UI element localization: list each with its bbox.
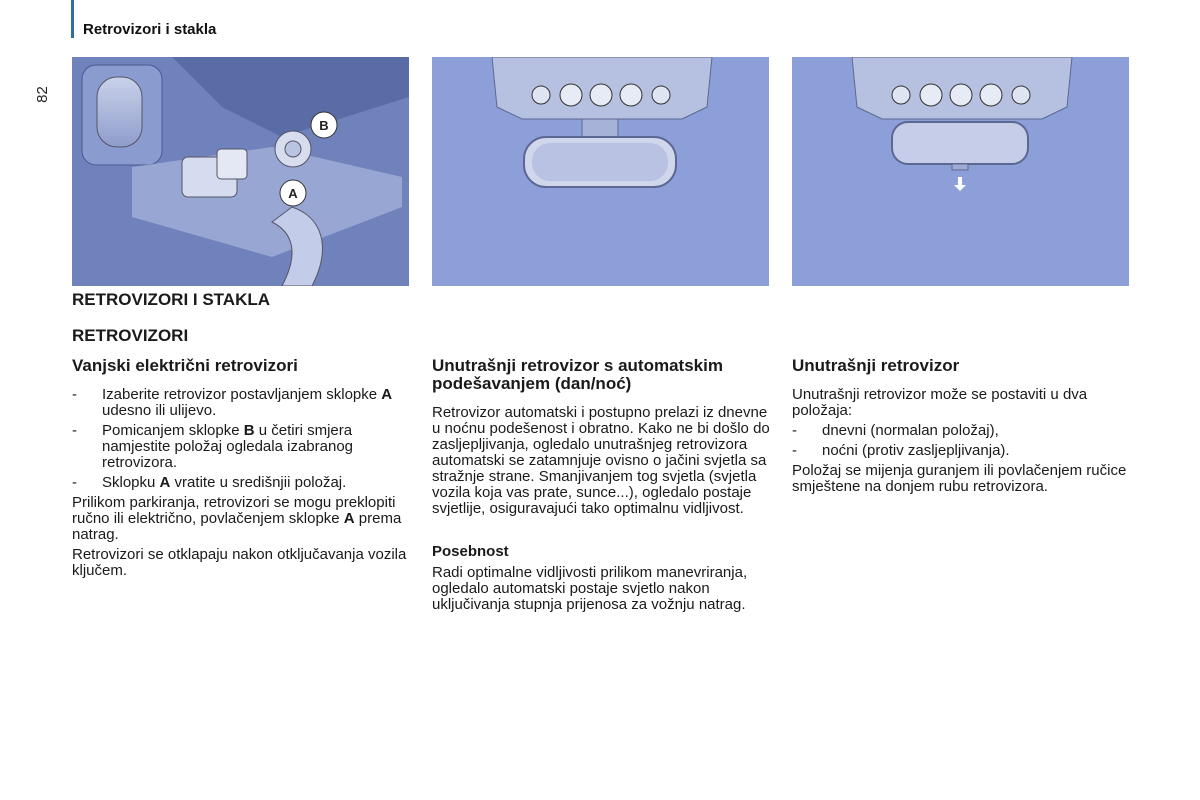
manual-mirror-section [792,357,1130,499]
exterior-mirrors-title: Vanjski električni retrovizori [72,356,298,375]
auto-mirror-paragraph: Retrovizor automatski i postupno prelazi iz dnevne u noćnu podešenost i obratno. Kako ne bi došlo do zasljepljivanja, ogledalo unutrašnjeg retrovizora automatski se zatamnjuje ovisno o jačini svjetla sa stražnje strane. Smanjivanjem tog svjetla (svjetla vozila koja vas prate, sunce...), ogledalo postaje svjetlije, osiguravajući tako optimalnu vidljivost. [432,404,770,517]
parking-fold-paragraph: Prilikom parkiranja, retrovizori se mogu preklopiti ručno ili električno, povlačenjem sklopke A prema natrag. [72,494,402,543]
main-heading: RETROVIZORI I STAKLA [72,290,271,309]
list-item: - dnevni (normalan položaj), [792,423,1130,439]
auto-mirror-section [432,357,770,617]
door-panel-illustration [72,57,409,286]
list-item: - Sklopku A vratite u središnjii položaj. [72,475,412,491]
sub-heading: RETROVIZORI [72,326,189,345]
list-item: - noćni (protiv zasljepljivanja). [792,443,1130,459]
manual-mirror-illustration [792,57,1129,286]
note-text: Radi optimalne vidljivosti prilikom manevriranja, ogledalo automatski postaje svjetlo nakon uključivanja stupnja prijenosa za vožnju natrag. [432,564,748,613]
callout-a: A [288,186,298,201]
auto-mirror-title: Unutrašnji retrovizor s automatskim podešavanjem (dan/noć) [432,356,723,393]
exterior-mirrors-steps [72,387,412,491]
page-number: 82 [33,86,51,103]
manual-mirror-intro: Unutrašnji retrovizor može se postaviti u dva položaja: [792,386,1088,419]
manual-mirror-title: Unutrašnji retrovizor [792,356,960,375]
auto-mirror-illustration [432,57,769,286]
unfold-paragraph: Retrovizori se otklapaju nakon otključavanja vozila ključem. [72,546,407,579]
exterior-mirrors-section [72,357,412,583]
mirror-positions-list [792,423,1130,459]
callout-b: B [319,118,329,133]
section-accent-bar [71,0,74,38]
note-title: Posebnost [432,543,509,560]
manual-mirror-paragraph: Položaj se mijenja guranjem ili povlačenjem ručice smještene na donjem rubu retrovizora. [792,462,1127,495]
section-header: Retrovizori i stakla [83,21,217,38]
list-item: - Izaberite retrovizor postavljanjem sklopke A udesno ili ulijevo. [72,387,412,419]
list-item: - Pomicanjem sklopke B u četiri smjera namjestite položaj ogledala izabranog retrovizora. [72,423,412,471]
